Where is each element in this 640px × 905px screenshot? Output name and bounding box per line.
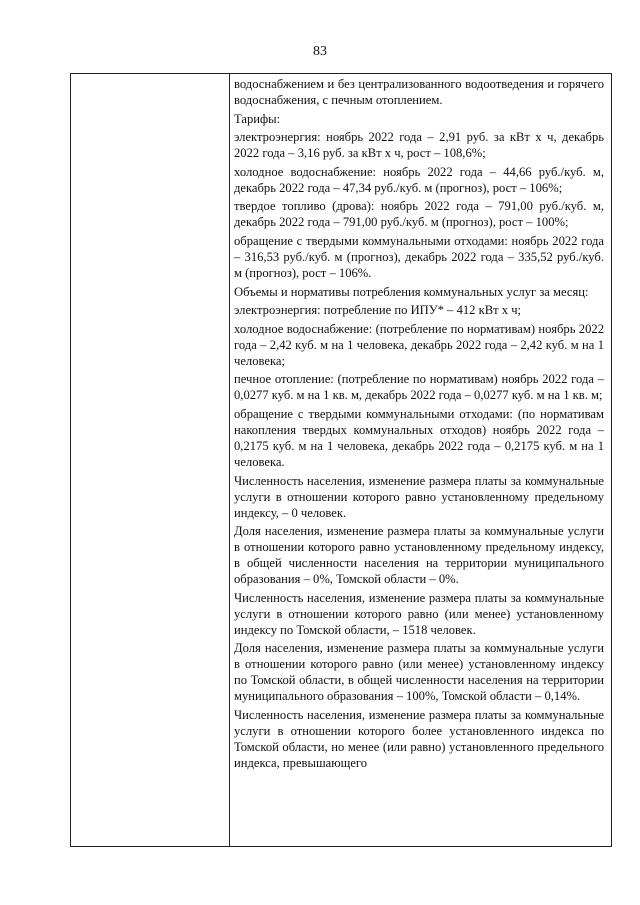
paragraph: Объемы и нормативы потребления коммунальных услуг за месяц: bbox=[234, 284, 589, 299]
paragraph: обращение с твердыми коммунальными отходами: ноябрь 2022 года – 316,53 руб./куб. м (прогноз), декабрь 2022 года – 335,52 руб./куб. м (прогноз), рост – 106%. bbox=[234, 233, 604, 280]
page-number: 83 bbox=[313, 44, 327, 59]
paragraph: печное отопление: (потребление по нормативам) ноябрь 2022 года – 0,0277 куб. м на 1 кв. м, декабрь 2022 года – 0,0277 куб. м на 1 кв. м; bbox=[234, 372, 604, 403]
paragraph: Численность населения, изменение размера платы за коммунальные услуги в отношении которого более установленного индекса по Томской области, но менее (или равно) установленного предельного индекса, превышающего bbox=[234, 707, 604, 770]
paragraph: Доля населения, изменение размера платы за коммунальные услуги в отношении которого равно (или менее) установленному индексу по Томской области, в общей численности населения на территории муниципального образования – 100%, Томской области – 0,14%. bbox=[234, 641, 604, 704]
paragraph: холодное водоснабжение: ноябрь 2022 года – 44,66 руб./куб. м, декабрь 2022 года – 47,34 руб./куб. м (прогноз), рост – 106%; bbox=[234, 164, 604, 195]
paragraph: обращение с твердыми коммунальными отходами: (по нормативам накопления твердых коммунальных отходов) ноябрь 2022 года – 0,2175 куб. м на 1 человека, декабрь 2022 года – 0,2175 куб. м на 1 человека. bbox=[234, 406, 604, 469]
paragraph: Численность населения, изменение размера платы за коммунальные услуги в отношении которого равно (или менее) установленному индексу по Томской области, – 1518 человек. bbox=[234, 590, 604, 637]
paragraph: Численность населения, изменение размера платы за коммунальные услуги в отношении которого равно установленному предельному индексу, – 0 человек. bbox=[234, 473, 604, 520]
paragraph: электроэнергия: ноябрь 2022 года – 2,91 руб. за кВт х ч, декабрь 2022 года – 3,16 руб. за кВт х ч, рост – 108,6%; bbox=[234, 130, 604, 161]
paragraph: твердое топливо (дрова): ноябрь 2022 года – 791,00 руб./куб. м, декабрь 2022 года – 791,00 руб./куб. м (прогноз), рост – 100%; bbox=[234, 199, 604, 230]
paragraph: Тарифы: bbox=[234, 111, 281, 126]
right-cell bbox=[234, 76, 604, 774]
paragraph: водоснабжением и без централизованного водоотведения и горячего водоснабжения, с печным отоплением. bbox=[234, 77, 604, 107]
document-table bbox=[70, 73, 612, 847]
column-divider bbox=[229, 74, 230, 846]
paragraph: холодное водоснабжение: (потребление по нормативам) ноябрь 2022 года – 2,42 куб. м на 1 человека, декабрь 2022 года – 2,42 куб. м на 1 человека; bbox=[234, 321, 604, 368]
paragraph: Доля населения, изменение размера платы за коммунальные услуги в отношении которого равно установленному предельному индексу, в общей численности населения на территории муниципального образования – 0%, Томской области – 0%. bbox=[234, 524, 604, 587]
paragraph: электроэнергия: потребление по ИПУ* – 412 кВт х ч; bbox=[234, 303, 522, 318]
left-cell bbox=[71, 74, 229, 846]
